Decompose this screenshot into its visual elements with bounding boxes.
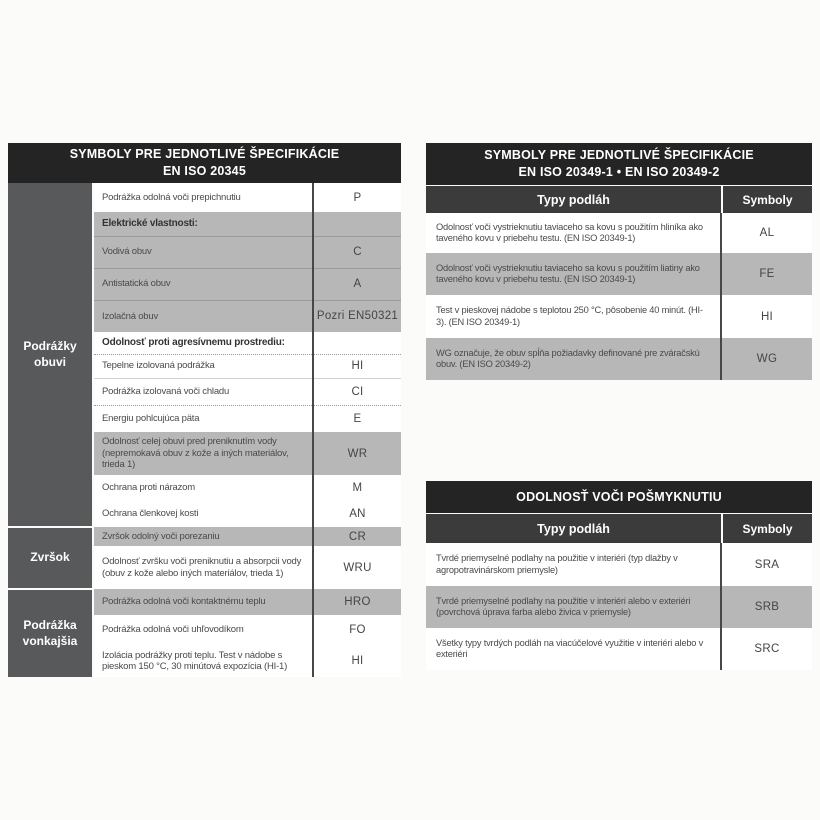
row-symbol: C [313,236,401,268]
row-description: Antistatická obuv [93,268,313,300]
row-symbol: Pozri EN50321 [313,300,401,332]
table-title-line1: SYMBOLY PRE JEDNOTLIVÉ ŠPECIFIKÁCIE [69,147,340,162]
row-symbol: WRU [313,546,401,589]
table-row [8,183,401,212]
spec-table-slip-resistance [426,481,812,670]
row-group-label: Podrážka vonkajšia [8,589,93,677]
row-description: Odolnosť zvršku voči preniknutiu a absorpcii vody (obuv z kože alebo iných materiálov, trieda 1) [93,546,313,589]
row-symbol [313,212,401,236]
row-description: WG označuje, že obuv spĺňa požiadavky definované pre zváračskú obuv. (EN ISO 20349-2) [426,338,721,380]
column-header-symboly: Symboly [721,186,812,213]
row-symbol: SRA [721,543,812,586]
spec-table-body [8,183,401,677]
row-symbol: HI [721,295,812,338]
table-row [426,338,812,380]
row-symbol: E [313,405,401,432]
row-symbol: FE [721,253,812,295]
table-title-en-iso-20345 [8,143,401,183]
row-symbol: WR [313,432,401,475]
spec-table-body [426,543,812,670]
spec-table-body [426,213,812,380]
row-description: Test v pieskovej nádobe s teplotou 250 °C, pôsobenie 40 minút. (HI-3). (EN ISO 20349-1) [426,295,721,338]
row-symbol: FO [313,615,401,645]
table-title-line1: ODOLNOSŤ VOČI POŠMYKNUTIU [516,489,722,504]
spec-table-en-iso-20349 [426,143,812,380]
row-description: Tvrdé priemyselné podlahy na použitie v interiéri alebo v exteriéri (povrchová úprava farba alebo živica v priemysle) [426,586,721,628]
row-group-label: Podrážky obuvi [8,183,93,527]
row-description: Tvrdé priemyselné podlahy na použitie v interiéri (typ dlažby v agropotravinárskom priemysle) [426,543,721,586]
row-group-label: Zvršok [8,527,93,589]
table-row [426,543,812,586]
row-description: Energiu pohlcujúca päta [93,405,313,432]
spec-table-en-iso-20345 [8,143,401,677]
row-symbol [313,332,401,354]
row-symbol: P [313,183,401,212]
row-description: Izolačná obuv [93,300,313,332]
row-description: Odolnosť voči vystrieknutiu taviaceho sa kovu s použitím liatiny ako taveného kovu v priebehu testu. (EN ISO 20349-1) [426,253,721,295]
row-symbol: SRB [721,586,812,628]
table-title-slip-resistance [426,481,812,513]
row-description: Odolnosť celej obuvi pred preniknutím vody (nepremokavá obuv z kože a iných materiálov, trieda 1) [93,432,313,475]
row-description: Podrážka odolná voči uhľovodíkom [93,615,313,645]
table-title-line1: SYMBOLY PRE JEDNOTLIVÉ ŠPECIFIKÁCIE [484,148,754,163]
table-title-en-iso-20349 [426,143,812,185]
table-row [426,586,812,628]
row-symbol: AN [313,501,401,527]
column-header-typy-podlah: Typy podláh [537,521,610,536]
row-description: Odolnosť proti agresívnemu prostrediu: [93,332,313,354]
row-description: Podrážka odolná voči kontaktnému teplu [93,589,313,615]
table-title-line2: EN ISO 20345 [162,164,246,178]
row-description: Zvršok odolný voči porezaniu [93,527,313,546]
row-description: Odolnosť voči vystrieknutiu taviaceho sa kovu s použitím hliníka ako taveného kovu v priebehu testu. (EN ISO 20349-1) [426,213,721,253]
row-description: Podrážka izolovaná voči chladu [93,378,313,405]
row-description: Vodivá obuv [93,236,313,268]
column-header-symboly: Symboly [721,514,812,543]
row-symbol: AL [721,213,812,253]
table-row [426,213,812,253]
row-symbol: CI [313,378,401,405]
table-row [426,628,812,670]
row-symbol: HI [313,354,401,378]
table-row [426,295,812,338]
row-description: Ochrana proti nárazom [93,475,313,501]
table-title-line2: EN ISO 20349-1 • EN ISO 20349-2 [518,165,720,179]
row-symbol: A [313,268,401,300]
row-symbol: WG [721,338,812,380]
column-header-typy-podlah: Typy podláh [537,192,610,207]
table-row [426,253,812,295]
row-symbol: CR [313,527,401,546]
row-description: Všetky typy tvrdých podláh na viacúčelové využitie v interiéri alebo v exteriéri [426,628,721,670]
row-description: Ochrana členkovej kosti [93,501,313,527]
row-description: Podrážka odolná voči prepichnutiu [93,183,313,212]
row-description: Tepelne izolovaná podrážka [93,354,313,378]
column-header-row [426,185,812,213]
row-symbol: HI [313,645,401,677]
row-symbol: SRC [721,628,812,670]
row-description: Elektrické vlastnosti: [93,212,313,236]
table-row [8,527,401,546]
column-header-row [426,513,812,543]
row-symbol: M [313,475,401,501]
row-description: Izolácia podrážky proti teplu. Test v nádobe s pieskom 150 °C, 30 minútová expozícia (HI-1) [93,645,313,677]
table-row [8,589,401,615]
row-symbol: HRO [313,589,401,615]
